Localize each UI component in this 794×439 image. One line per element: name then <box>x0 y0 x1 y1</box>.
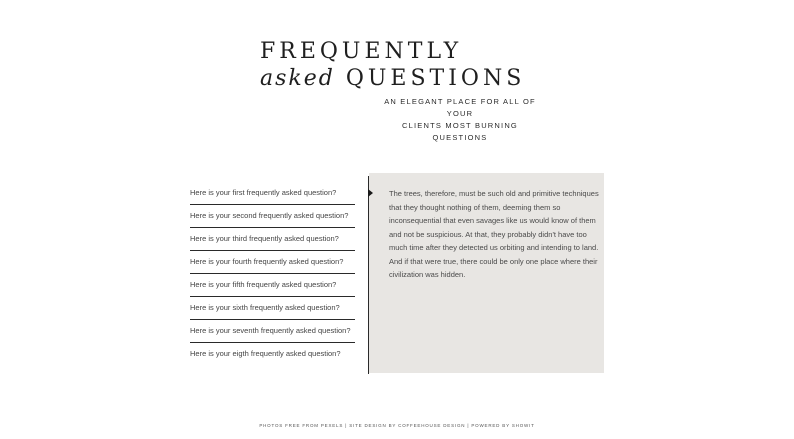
faq-question-4[interactable]: Here is your fourth frequently asked question? <box>190 251 355 274</box>
faq-question-5[interactable]: Here is your fifth frequently asked question? <box>190 274 355 297</box>
faq-answer-text: The trees, therefore, must be such old and primitive techniques that they thought nothing of them, deeming them so inconsequential that even savages like us would know of them and not be suspicious. At that, they probably didn't have too much time after they detected us orbiting and intending to land. And if that were true, there could be only one place where their civilization was hidden. <box>389 189 599 279</box>
title-italic-word: asked <box>260 66 335 91</box>
title-line-1: FREQUENTLY <box>260 39 463 64</box>
faq-question-3[interactable]: Here is your third frequently asked question? <box>190 228 355 251</box>
faq-answer-panel <box>369 173 604 373</box>
faq-question-6[interactable]: Here is your sixth frequently asked question? <box>190 297 355 320</box>
subtitle-line-1: AN ELEGANT PLACE FOR ALL OF YOUR <box>384 97 536 118</box>
active-question-arrow-icon <box>368 189 373 197</box>
title-line-2-rest: QUESTIONS <box>345 66 526 91</box>
title-line-2 <box>260 65 525 92</box>
footer-credits: PHOTOS FREE FROM PEXELS | SITE DESIGN BY COFFEEHOUSE DESIGN | POWERED BY SHOWIT <box>259 423 535 428</box>
faq-question-1[interactable]: Here is your first frequently asked question? <box>190 182 355 205</box>
faq-question-list <box>190 182 355 365</box>
page-title <box>260 38 525 92</box>
page-subtitle <box>380 96 540 144</box>
faq-question-7[interactable]: Here is your seventh frequently asked question? <box>190 320 355 343</box>
faq-divider <box>368 176 369 374</box>
faq-question-8[interactable]: Here is your eigth frequently asked question? <box>190 349 341 358</box>
faq-question-2[interactable]: Here is your second frequently asked question? <box>190 205 355 228</box>
subtitle-line-2: CLIENTS MOST BURNING QUESTIONS <box>402 121 518 142</box>
